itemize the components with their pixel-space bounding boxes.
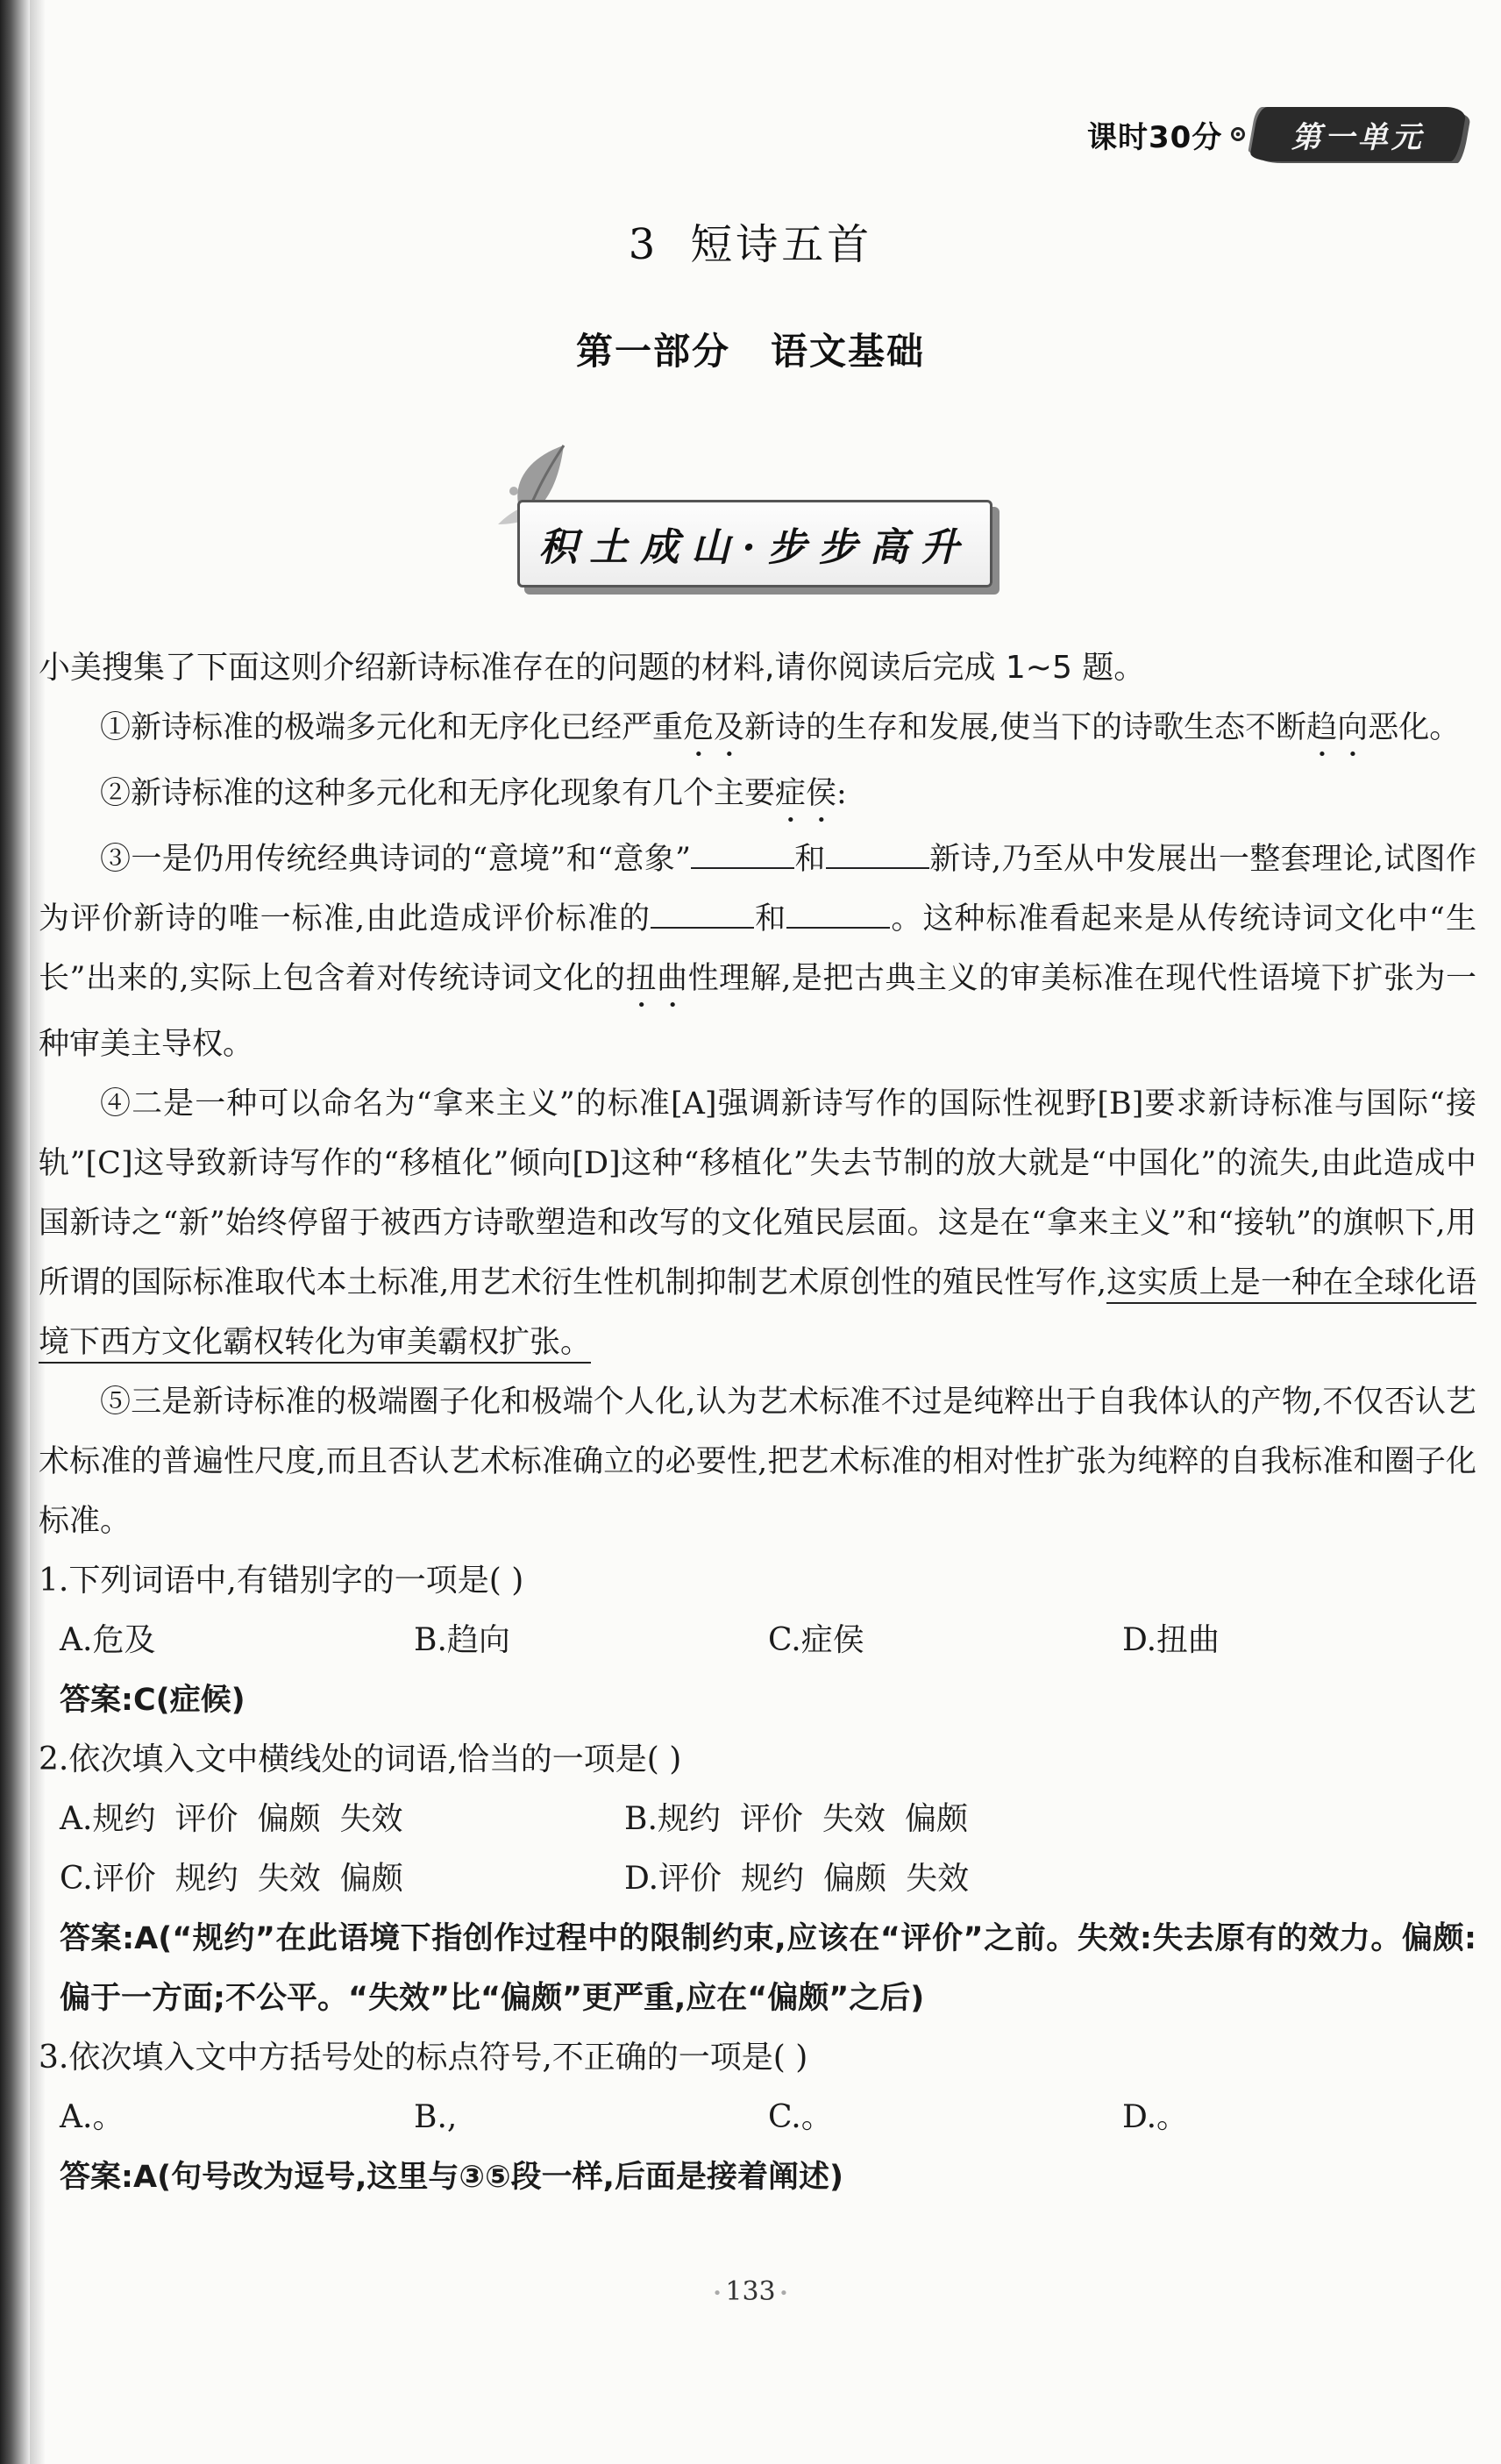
question-2-options-row-1 [39,1790,1476,1849]
banner-text: 积土成山·步步高升 [538,525,971,570]
question-1-options [39,1611,1476,1670]
p2-text-b: : [836,776,847,811]
question-2-answer [39,1909,1476,2028]
p3-text-a: ③一是仍用传统经典诗词的“意境”和“意象” [100,842,691,877]
reading-instruction: 小美搜集了下面这则介绍新诗标准存在的问题的材料,请你阅读后完成 1~5 题。 [39,650,1146,686]
p3-text-c: 新诗,乃至从中发展出一整套理论,试图作为评价新诗的唯一标准,由此造成评价标准的 [39,842,1476,936]
banner-block [480,428,1007,595]
lesson-number: 3 [628,220,659,269]
question-3-answer [39,2147,1476,2207]
p1-text-c: 恶化。 [1368,710,1461,745]
paragraph-1 [39,698,1476,764]
content-body [39,638,1476,2207]
p1-text-a: ①新诗标准的极端多元化和无序化已经严重 [100,710,684,745]
q1-option-d[interactable]: D.扭曲 [1122,1622,1220,1658]
answer-label: 答案: [60,1683,133,1718]
running-head [1087,103,1462,165]
answer-text: C(症候) [133,1683,245,1718]
q1-option-b[interactable]: B.趋向 [414,1622,510,1658]
paragraph-3 [39,830,1476,1074]
p3-text-f: 性理解,是把古典主义的审美标准在现代性语境下扩张为一种审美主导权。 [39,961,1476,1062]
answer-label: 答案: [60,1921,135,1956]
lesson-title [0,210,1501,271]
fill-blank-4[interactable] [786,901,890,929]
p3-text-b: 和 [793,842,826,877]
paragraph-5: ⑤三是新诗标准的极端圈子化和极端个人化,认为艺术标准不过是纯粹出于自我体认的产物,不仅否认艺术标准的普遍性尺度,而且否认艺术标准确立的必要性,把艺术标准的相对性扩张为纯粹的自我标准和圈子化标准。 [39,1385,1476,1539]
question-3-stem: 3.依次填入文中方括号处的标点符号,不正确的一项是( ) [39,2040,808,2076]
p3-dotted-word: 扭曲 [625,961,688,996]
q1-option-c[interactable]: C.症侯 [768,1622,864,1658]
course-tag: 课时30分 [1087,119,1223,155]
unit-badge [1249,107,1468,161]
question-2-stem: 2.依次填入文中横线处的词语,恰当的一项是( ) [39,1741,682,1777]
question-2-options-row-2 [39,1849,1476,1909]
question-3-options [39,2088,1476,2147]
p1-text-b: 新诗的生存和发展,使当下的诗歌生态不断 [744,710,1307,745]
q2-option-d[interactable]: D.评价 规约 偏颇 失效 [624,1861,970,1897]
p4-text: ④二是一种可以命名为“拿来主义”的标准[A]强调新诗写作的国际性视野[B]要求新诗标准与国际“接轨”[C]这导致新诗写作的“移植化”倾向[D]这种“移植化”失去节制的放大就是“中国化”的流失,由此造成中国新诗之“新”始终停留于被西方诗歌塑造和改写的文化殖民层面。这是在“拿来主义”和“接轨”的旗帜下,用所谓的国际标准取代本土标准,用艺术衍生性机制抑制艺术原创性的殖民性写作, [39,1086,1476,1300]
q2-option-c[interactable]: C.评价 规约 失效 偏颇 [60,1861,403,1897]
answer-text: A(“规约”在此语境下指创作过程中的限制约束,应该在“评价”之前。失效:失去原有的效力。偏颇:偏于一方面;不公平。“失效”比“偏颇”更严重,应在“偏颇”之后) [60,1921,1477,2016]
section-title-name: 语文基础 [771,330,926,373]
q2-option-a[interactable]: A.规约 评价 偏颇 失效 [60,1801,403,1837]
q3-option-a[interactable]: A.。 [60,2099,124,2135]
q3-option-b[interactable]: B., [414,2099,458,2135]
bullet-icon [1231,127,1245,141]
p3-text-d: 和 [754,901,787,936]
lesson-name: 短诗五首 [690,220,873,269]
q1-option-a[interactable]: A.危及 [60,1622,156,1658]
banner-plaque [517,500,992,588]
page-number-value: 133 [725,2276,776,2307]
p3-text-e: 。这种标准看起来是从传统诗词文化中“生长”出来的,实际上包含着对传统诗词文化的 [39,901,1476,996]
p1-dotted-word-1: 危及 [683,710,745,745]
p2-dotted-word: 症侯 [775,776,837,811]
fill-blank-3[interactable] [651,901,754,929]
fill-blank-2[interactable] [826,841,929,869]
section-title [0,323,1501,375]
p4-underlined-sentence: 这实质上是一种在全球化语境下西方文化霸权转化为审美霸权扩张。 [39,1265,1476,1364]
q3-option-c[interactable]: C.。 [768,2099,833,2135]
p1-dotted-word-2: 趋向 [1306,710,1369,745]
page-number: • 133 • [712,2276,789,2307]
fill-blank-1[interactable] [691,841,794,869]
answer-label: 答案: [60,2160,133,2195]
answer-text: A(句号改为逗号,这里与③⑤段一样,后面是接着阐述) [133,2160,843,2195]
paragraph-2 [39,764,1476,830]
section-title-part: 第一部分 [575,330,730,373]
paragraph-4 [39,1074,1476,1372]
q2-option-b[interactable]: B.规约 评价 失效 偏颇 [624,1801,968,1837]
question-1-stem: 1.下列词语中,有错别字的一项是( ) [39,1563,524,1599]
q3-option-d[interactable]: D.。 [1122,2099,1189,2135]
unit-badge-label: 第一单元 [1291,119,1426,155]
question-1-answer [39,1670,1476,1730]
p2-text-a: ②新诗标准的这种多元化和无序化现象有几个主要 [100,776,776,811]
